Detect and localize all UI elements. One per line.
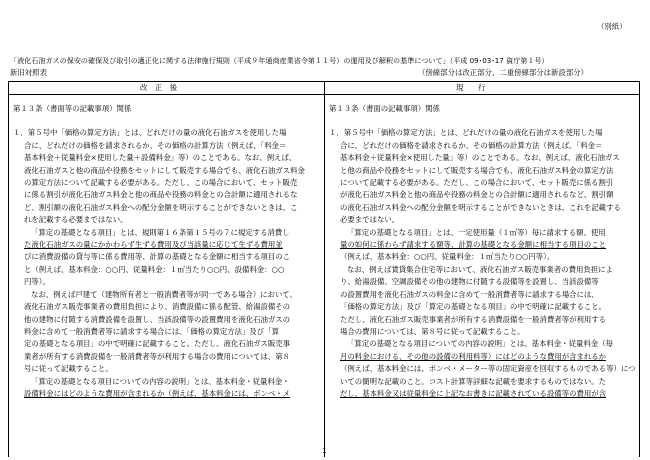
current-line: 月の料金における、その他の設備の利用料等）にはどのような費用が含まれるか (340, 351, 607, 361)
current-line: 場合の費用については、第８号に従って記載すること。 (340, 326, 525, 336)
current-line: 「価格の算定方法」及び「算定の基礎となる項目」の中で明確に記載すること。 (340, 302, 607, 312)
revised-line: 他の建物に付随する消費設備を設置し、当該設備等の設置費用を液化石油ガスの (24, 314, 291, 324)
current-line: り、給湯設備、空調設備その他の建物に付随する設備等を設置し、当該設備等 (340, 277, 599, 287)
legend-note: （傍線部分は改正部分、二重傍線部分は新設部分） (418, 68, 588, 77)
current-line: の液化石油ガス料金への配分金額を明示することができないときは、これを記載する (340, 202, 621, 212)
current-column (329, 103, 637, 457)
revised-heading: 第１３条（書面等の記載事項）関係 (13, 104, 132, 113)
column-header-current: 現 行 (456, 83, 486, 92)
revised-line: 設備料金にはどのような費用が含まれるか（例えば、基本料金には、ボンベ・メ (24, 388, 291, 398)
revised-line: 円等）。 (24, 277, 50, 287)
current-line: （例えば、基本料金には、ボンベ・メーター等の固定資産を回収するものである等）につ (340, 364, 636, 374)
revised-line: １．第５号中「価格の算定方法」とは、どれだけの量の液化石油ガスを使用した場 (13, 128, 287, 138)
current-line: いての簡明な記載のこと。コスト計算等詳細な記載を要求するものではない。た (340, 376, 607, 386)
page-number: 1 (322, 446, 327, 455)
column-header-revised: 改 正 後 (140, 83, 177, 92)
current-line: １．第５号中「価格の算定方法」とは、どれだけの量の液化石油ガスを使用した場 (329, 128, 603, 138)
current-line: ただし、液化石油ガス販売事業者が所有する消費設備を一般消費者等が利用する (340, 314, 607, 324)
revised-line: 料金に含めて一般消費者等に請求する場合には、「価格の算定方法」及び「算 (24, 326, 279, 336)
current-line: なお、例えば賃貸集合住宅等において、液化石油ガス販売事業者の費用負担によ (347, 264, 613, 274)
document-title: 「液化石油ガスの保安の確保及び取引の適正化に関する法律施行規則（平成９年通商産業省令第１１号）の運用及び解釈の基準について」（平成 09･03･17 資庁第１号） (10, 56, 549, 65)
revised-line: 液化石油ガスと他の商品や役務をセットにして販売する場合でも、液化石油ガス料金 (24, 165, 305, 175)
revised-line: に係る割引が液化石油ガス料金と他の商品や役務の料金との合計額に適用されるな (24, 190, 298, 200)
revised-line: た液化石油ガスの量にかかわらず生ずる費用及び当該量に応じて生ずる費用並 (24, 240, 283, 250)
revised-line: れを記載する必要まではない。 (24, 215, 128, 225)
table-border-left (8, 81, 9, 457)
current-line: の設置費用を液化石油ガスの料金に含めて一般消費者等に請求する場合には、 (340, 289, 599, 299)
revised-line: 号に従って記載すること。 (24, 364, 113, 374)
revised-line: 基本料金＋従量料金×使用した量＋設備料金」等）のことである。なお、例えば、 (24, 153, 297, 163)
revised-line: ど、割引額の液化石油ガス料金への配分金額を明示することができないときは、こ (24, 202, 298, 212)
document-subtitle: 新旧対照表 (10, 68, 47, 77)
current-line: 必要まではない。 (340, 215, 400, 225)
revised-line: 業者が所有する消費設備を一般消費者等が利用する場合の費用については、第８ (24, 351, 290, 361)
revised-line: 「算定の基礎となる項目についての内容の説明」とは、基本料金・従量料金・ (31, 376, 290, 386)
table-border-right (639, 81, 640, 457)
current-line: が液化石油ガス料金と他の商品や役務の料金との合計額に適用されるなど、割引額 (340, 190, 614, 200)
revised-line: 「算定の基礎となる項目」とは、規則第１６条第１５号の７に規定する消費し (31, 227, 290, 237)
attachment-label: （別紙） (597, 22, 627, 31)
current-line: 「算定の基礎となる項目についての内容の説明」とは、基本料金・従量料金（毎 (347, 339, 613, 349)
current-line: について記載する必要がある。ただし、この場合において、セット販売に係る割引 (340, 178, 614, 188)
current-line: 「算定の基礎となる項目」とは、一定使用量（１㎥等）毎に請求する額、使用 (347, 227, 606, 237)
table-border-middle (324, 81, 325, 457)
revised-line: なお、例えば戸建て（建物所有者と一般消費者等が同一である場合）において、 (31, 289, 297, 299)
current-line: 合に、どれだけの価格を請求されるか、その価格の計算方法（例えば、「料金＝ (340, 140, 603, 150)
revised-column (13, 103, 321, 457)
revised-line: と（例えば、基本料金：○○円、従量料金：１㎥当たり○○円、設備料金：○○ (24, 264, 285, 274)
current-line: と他の商品や役務をセットにして販売する場合でも、液化石油ガス料金の算定方法 (340, 165, 614, 175)
current-line: だし、基本料金又は従量料金に上記なお書きに記載されている設備等の費用が含 (340, 388, 607, 398)
revised-line: びに消費設備の貸与等に係る費用等、計算の基礎となる金額に相当する項目のこ (24, 252, 291, 262)
current-heading: 第１３条（書面の記載事項）関係 (329, 104, 440, 113)
current-line: 基本料金＋従量料金×使用した量」等）のことである。なお、例えば、液化石油ガス (340, 153, 620, 163)
revised-line: の算定方法について記載する必要がある。ただし、この場合において、セット販売 (24, 178, 298, 188)
current-line: （例えば、基本料金：○○円、従量料金：１㎥当たり○○円等）。 (340, 252, 555, 262)
current-line: 量の如何に係わらず請求する額等、計算の基礎となる金額に相当する項目のこと (340, 240, 607, 250)
revised-line: 液化石油ガス販売事業者の費用負担により、消費設備に係る配管、給湯設備その (24, 302, 291, 312)
revised-line: 合に、どれだけの価格を請求されるか、その価格の計算方法（例えば、「料金＝ (24, 140, 287, 150)
revised-line: 定の基礎となる項目」の中で明確に記載すること。ただし、液化石油ガス販売事 (24, 339, 291, 349)
